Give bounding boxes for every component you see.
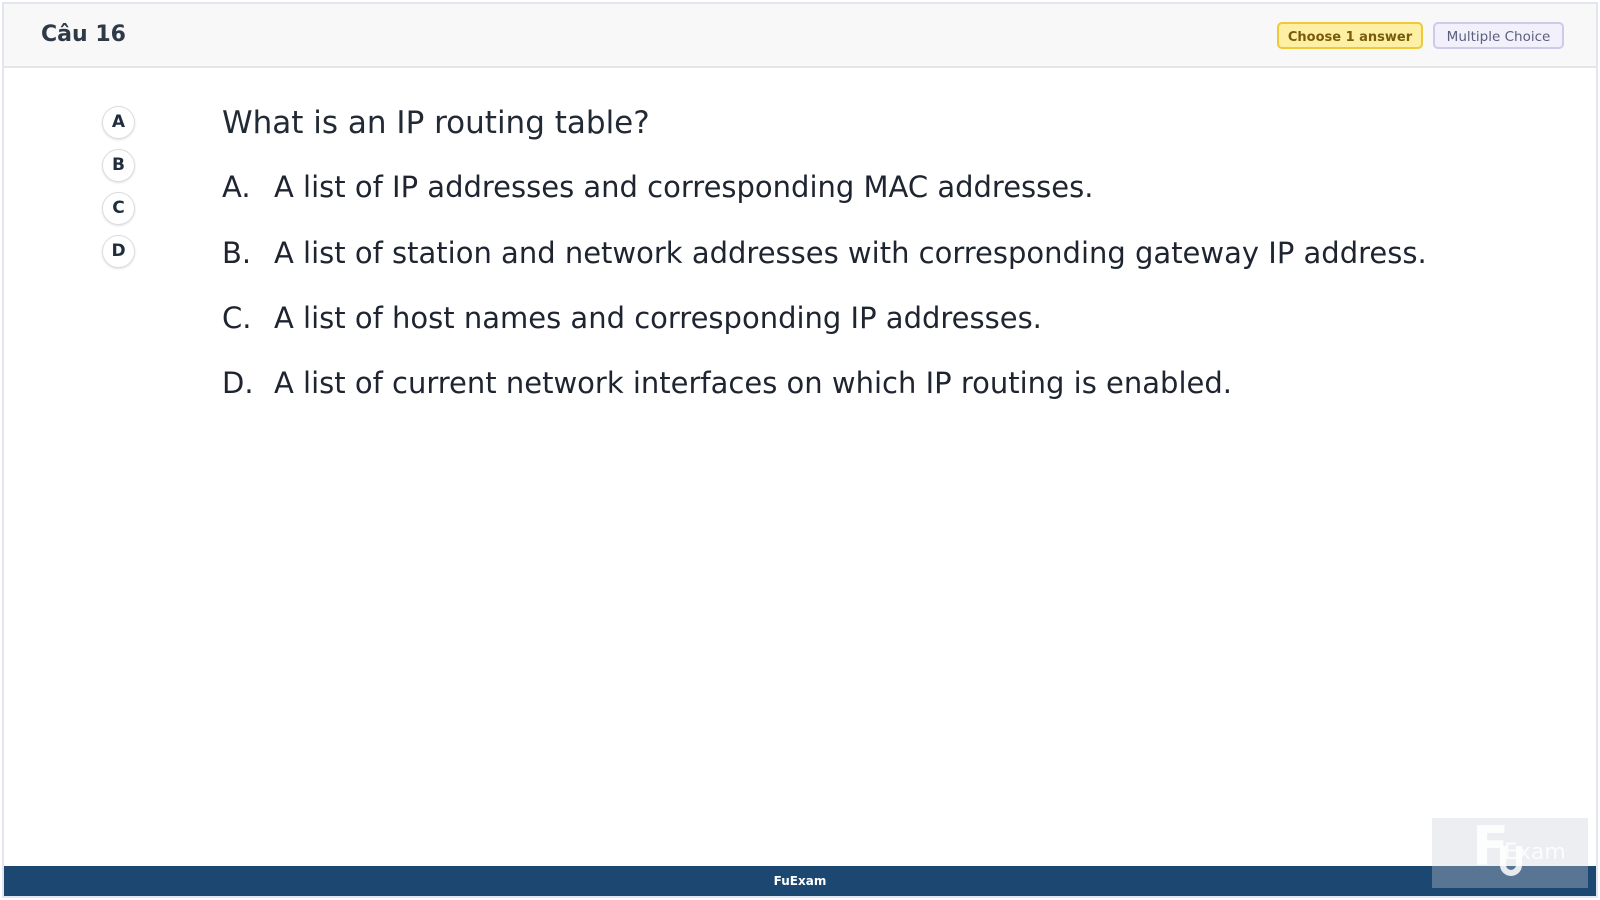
option-text: A list of host names and corresponding IP addresses. [274, 301, 1042, 335]
option-b [222, 236, 1427, 270]
option-letter: B. [222, 236, 252, 270]
exam-frame [2, 2, 1598, 898]
option-text: A list of current network interfaces on which IP routing is enabled. [274, 366, 1232, 400]
option-text: A list of station and network addresses with corresponding gateway IP address. [274, 236, 1427, 270]
option-letter: D. [222, 366, 254, 400]
choose-answer-badge: Choose 1 answer [1277, 22, 1423, 49]
option-c [222, 301, 1042, 335]
answer-button-b[interactable]: B [102, 149, 135, 182]
option-d [222, 366, 1232, 400]
option-letter: C. [222, 301, 252, 335]
question-type-badge: Multiple Choice [1433, 22, 1564, 49]
answer-button-a[interactable]: A [102, 106, 135, 139]
logo-f-glyph: F [1472, 815, 1509, 878]
footer-bar: FuExam [4, 866, 1596, 896]
answer-button-c[interactable]: C [102, 192, 135, 225]
option-letter: A. [222, 170, 251, 204]
fuexam-logo-watermark [1432, 815, 1588, 888]
option-text: A list of IP addresses and corresponding MAC addresses. [274, 170, 1094, 204]
option-a [222, 170, 1093, 204]
question-number-title: Câu 16 [41, 22, 126, 47]
logo-exam-text: Exam [1504, 840, 1566, 865]
question-header [4, 4, 1596, 68]
answer-button-d[interactable]: D [102, 235, 135, 268]
question-text: What is an IP routing table? [222, 105, 650, 141]
